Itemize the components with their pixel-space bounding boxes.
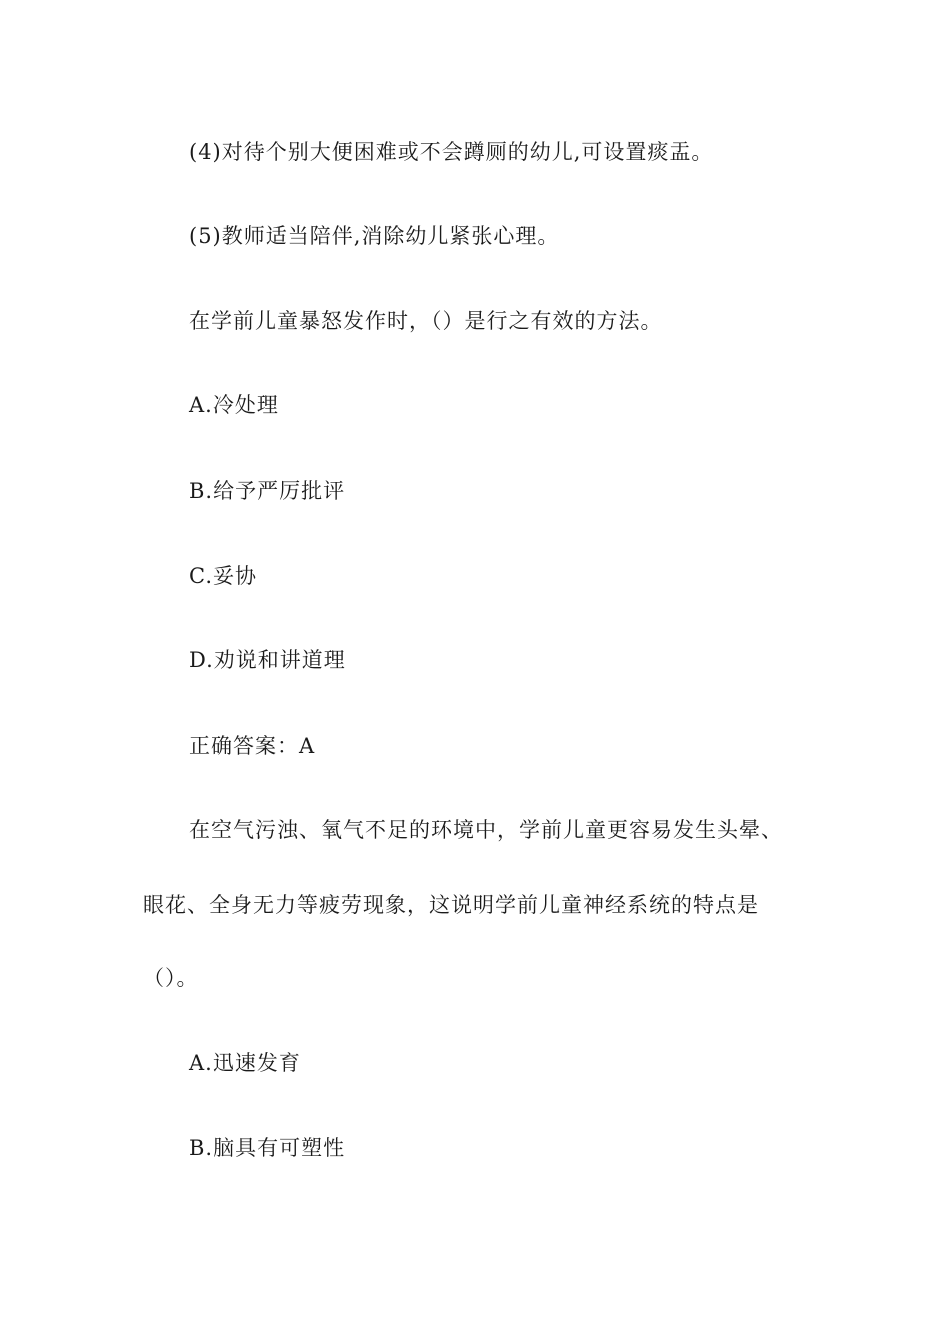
paragraph-item-4: (4)对待个别大便困难或不会蹲厕的幼儿,可设置痰盂。 (189, 140, 714, 164)
paragraph-item-5: (5)教师适当陪伴,消除幼儿紧张心理。 (189, 224, 560, 248)
question-2-stem-line-3: （）。 (143, 966, 199, 990)
question-1-option-b: B.给予严厉批评 (189, 479, 346, 503)
question-1-option-c: C.妥协 (189, 564, 257, 588)
question-1-stem: 在学前儿童暴怒发作时，（）是行之有效的方法。 (189, 309, 663, 333)
question-1-option-d: D.劝说和讲道理 (189, 648, 346, 672)
question-2-stem-line-1: 在空气污浊、氧气不足的环境中，学前儿童更容易发生头晕、 (189, 818, 783, 842)
question-1-answer: 正确答案：A (189, 734, 316, 758)
question-1-option-a: A.冷处理 (189, 393, 279, 417)
question-2-option-b: B.脑具有可塑性 (189, 1136, 346, 1160)
question-2-stem-line-2: 眼花、全身无力等疲劳现象，这说明学前儿童神经系统的特点是 (143, 893, 759, 917)
question-2-option-a: A.迅速发育 (189, 1051, 301, 1075)
